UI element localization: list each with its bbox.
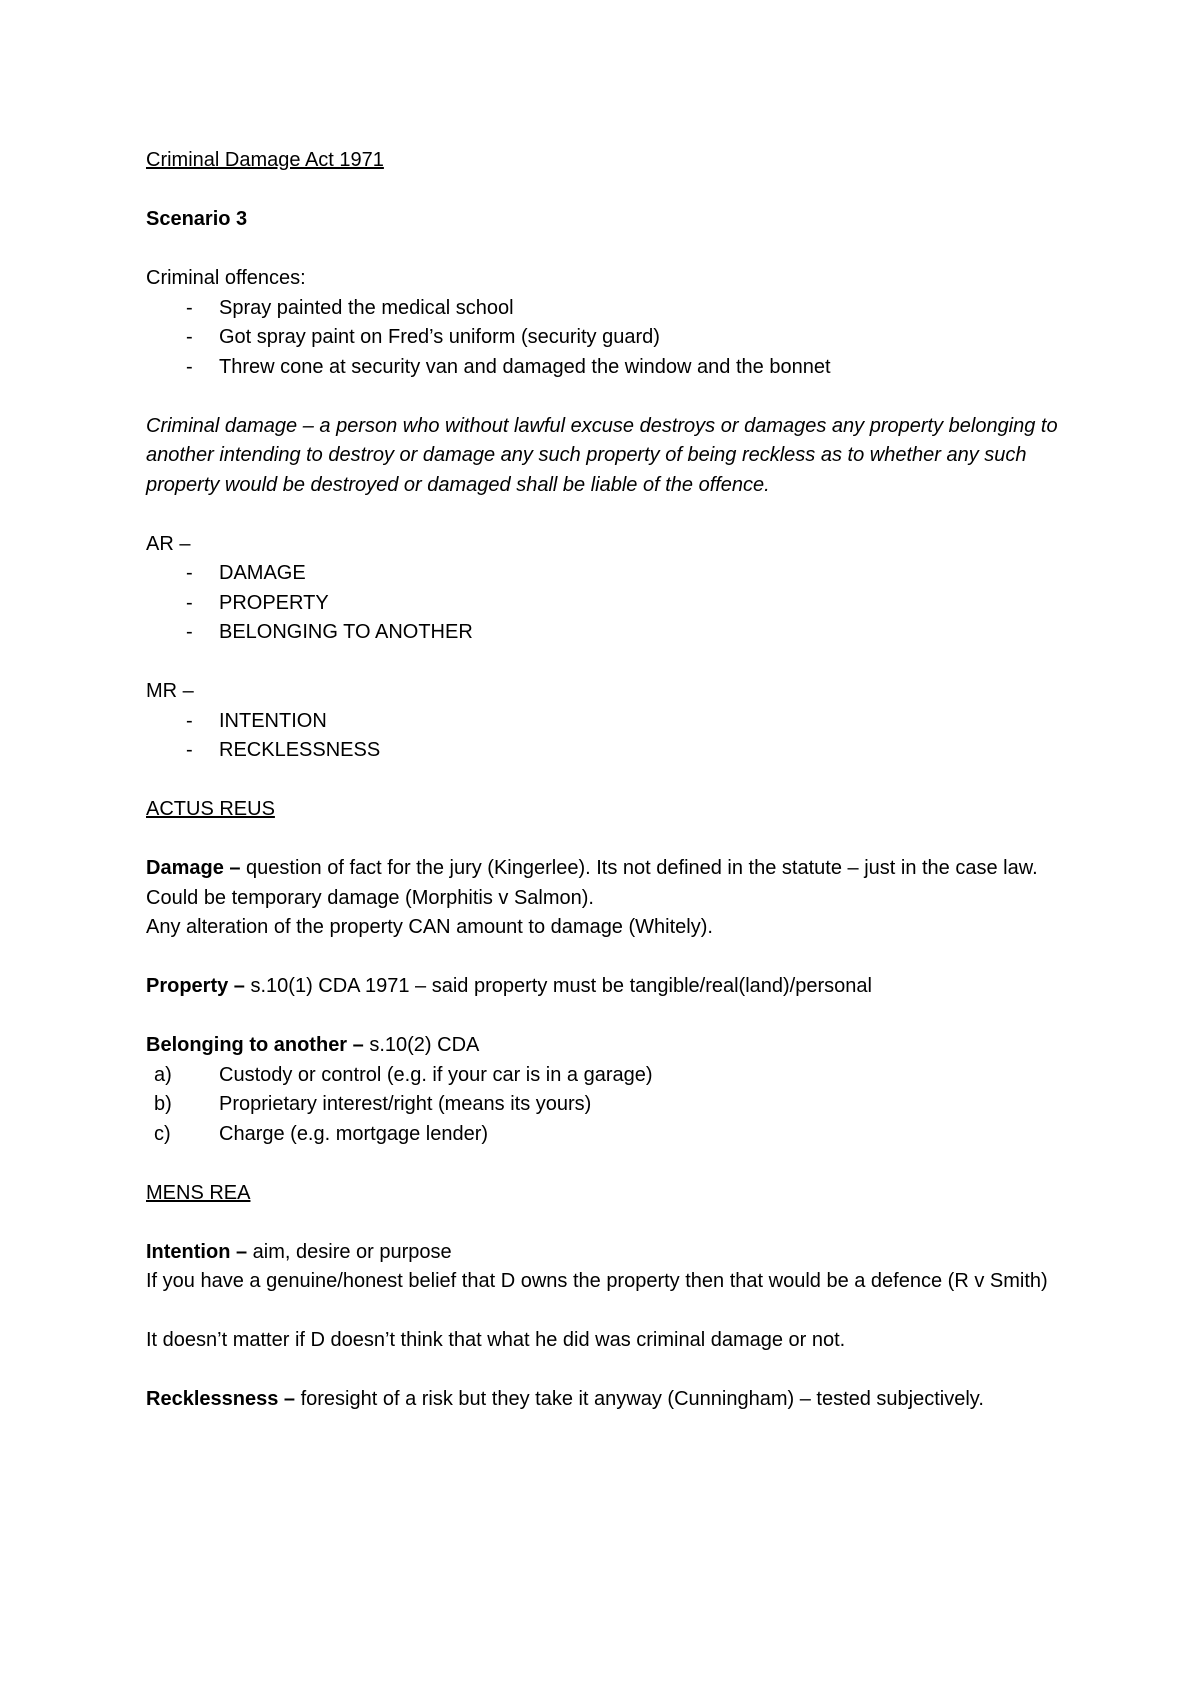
list-item: - Threw cone at security van and damaged the window and the bonnet bbox=[146, 353, 1066, 383]
honest-belief-text: If you have a genuine/honest belief that D owns the property then that would be a defence (R v Smith) bbox=[146, 1270, 1048, 1292]
list-item: - BELONGING TO ANOTHER bbox=[146, 618, 1066, 648]
ar-list bbox=[146, 559, 1066, 648]
list-item-text: Custody or control (e.g. if your car is in a garage) bbox=[219, 1063, 653, 1086]
document-title: Criminal Damage Act 1971 bbox=[146, 149, 384, 171]
list-item bbox=[146, 1120, 1066, 1150]
mens-rea-heading: MENS REA bbox=[146, 1181, 251, 1204]
document-body bbox=[146, 146, 1066, 1415]
intention-term: Intention – bbox=[146, 1240, 248, 1263]
list-item: - INTENTION bbox=[146, 707, 1066, 737]
list-item-text: Charge (e.g. mortgage lender) bbox=[219, 1122, 489, 1145]
criminal-damage-belief-text: It doesn’t matter if D doesn’t think that what he did was criminal damage or not. bbox=[146, 1329, 846, 1351]
list-marker: b) bbox=[154, 1093, 172, 1115]
recklessness-term: Recklessness – bbox=[146, 1388, 296, 1410]
mr-list bbox=[146, 707, 1066, 766]
damage-alteration-text: Any alteration of the property CAN amount to damage (Whitely). bbox=[146, 916, 713, 938]
list-item: - DAMAGE bbox=[146, 559, 1066, 589]
list-item-text: Proprietary interest/right (means its yours) bbox=[219, 1093, 592, 1115]
ar-heading: AR – bbox=[146, 532, 191, 555]
belonging-list bbox=[146, 1061, 1066, 1150]
damage-paragraph bbox=[146, 854, 1066, 913]
belonging-term: Belonging to another – bbox=[146, 1034, 364, 1056]
recklessness-paragraph bbox=[146, 1385, 1066, 1415]
intention-text: aim, desire or purpose bbox=[247, 1240, 452, 1263]
definition-paragraph: Criminal damage – a person who without lawful excuse destroys or damages any property belonging to another intending to destroy or damage any such property of being reckless as to whether any such property would be destroyed or damaged shall be liable of the offence. bbox=[146, 414, 1058, 496]
list-item: - RECKLESSNESS bbox=[146, 736, 1066, 766]
damage-term: Damage – bbox=[146, 857, 241, 879]
list-marker: a) bbox=[154, 1063, 172, 1086]
actus-reus-heading: ACTUS REUS bbox=[146, 798, 275, 820]
list-item bbox=[146, 1061, 1066, 1091]
recklessness-text: foresight of a risk but they take it anyway (Cunningham) – tested subjectively. bbox=[295, 1388, 984, 1410]
belonging-text: s.10(2) CDA bbox=[363, 1034, 480, 1056]
scenario-heading: Scenario 3 bbox=[146, 208, 248, 230]
list-item: - PROPERTY bbox=[146, 589, 1066, 619]
property-paragraph bbox=[146, 972, 1066, 1002]
property-term: Property – bbox=[146, 975, 245, 997]
list-item: - Got spray paint on Fred’s uniform (security guard) bbox=[146, 323, 1066, 353]
list-item bbox=[146, 1090, 1066, 1120]
offences-list bbox=[146, 294, 1066, 383]
list-item: - Spray painted the medical school bbox=[146, 294, 1066, 324]
damage-text: question of fact for the jury (Kingerlee). Its not defined in the statute – just in the case law. Could be temporary damage (Morphitis v Salmon). bbox=[146, 857, 1038, 909]
offences-heading: Criminal offences: bbox=[146, 267, 306, 289]
property-text: s.10(1) CDA 1971 – said property must be tangible/real(land)/personal bbox=[244, 975, 872, 997]
intention-paragraph bbox=[146, 1238, 1066, 1268]
list-marker: c) bbox=[154, 1122, 171, 1145]
belonging-paragraph bbox=[146, 1031, 1066, 1061]
mr-heading: MR – bbox=[146, 680, 194, 702]
